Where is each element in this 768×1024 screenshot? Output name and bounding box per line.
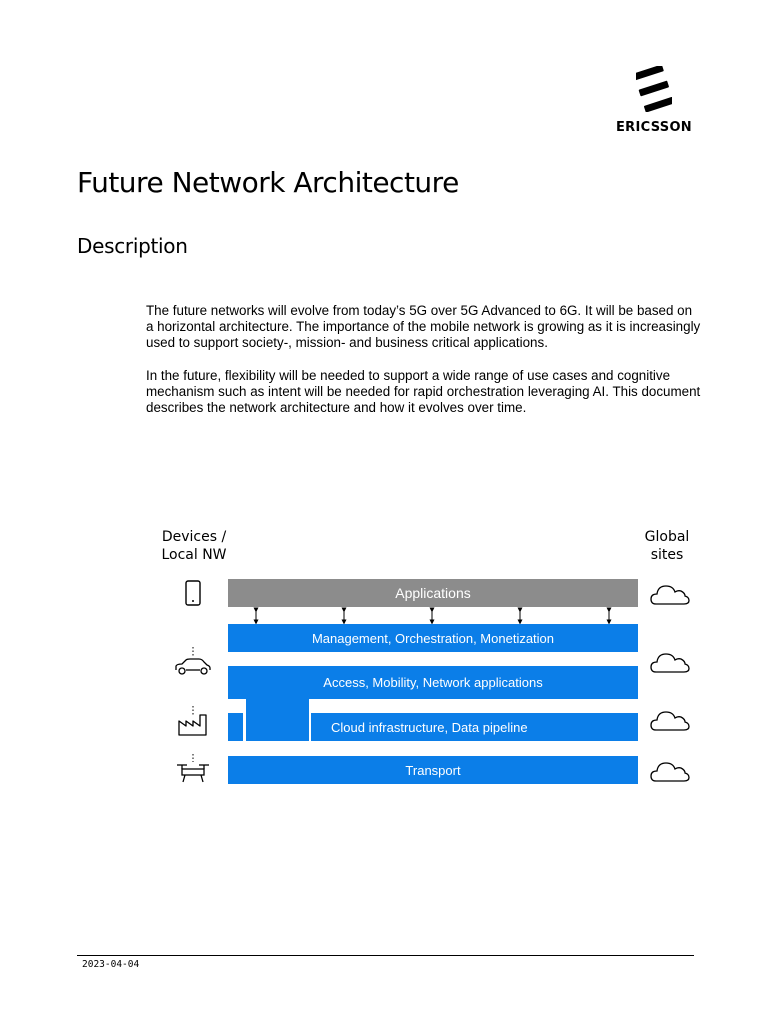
intro-paragraph: The future networks will evolve from today’s 5G over 5G Advanced to 6G. It will be based on a horizontal architecture. The importance of the mobile network is growing as it is increasingly used to support society-, mission- and business critical applications. bbox=[146, 303, 701, 350]
section-heading: Description bbox=[77, 234, 188, 258]
management-layer bbox=[228, 624, 638, 652]
drone-icon bbox=[176, 762, 210, 784]
cloud-icon bbox=[650, 708, 690, 732]
global-sites-label: Global sites bbox=[644, 529, 690, 563]
page-title: Future Network Architecture bbox=[77, 166, 459, 199]
cloud-layer-label: Cloud infrastructure, Data pipeline bbox=[331, 719, 528, 735]
devices-local-nw-label: Devices / Local NW bbox=[161, 529, 227, 563]
access-layer-label: Access, Mobility, Network applications bbox=[323, 675, 543, 690]
cloud-icon bbox=[650, 759, 690, 783]
cloud-connector-block bbox=[228, 713, 243, 741]
phone-icon bbox=[184, 580, 202, 606]
cloud-icon bbox=[650, 650, 690, 674]
cloud-icon bbox=[650, 582, 690, 606]
transport-layer bbox=[228, 756, 638, 784]
transport-layer-label: Transport bbox=[405, 762, 461, 778]
access-layer bbox=[228, 666, 638, 699]
factory-icon bbox=[177, 713, 209, 737]
cloud-layer bbox=[311, 713, 638, 741]
footer-divider bbox=[77, 955, 694, 956]
footer-date: 2023-04-04 bbox=[82, 959, 140, 970]
car-icon bbox=[174, 657, 212, 677]
flexibility-paragraph: In the future, flexibility will be needed to support a wide range of use cases and cognitive mechanism such as intent will be needed for rapid orchestration leveraging AI. This document describes the network architecture and how it evolves over time. bbox=[146, 368, 701, 415]
logo-wordmark: ERICSSON bbox=[616, 120, 692, 135]
access-extension-block bbox=[246, 699, 309, 741]
management-layer-label: Management, Orchestration, Monetization bbox=[311, 630, 555, 646]
applications-layer-label: Applications bbox=[395, 585, 471, 601]
